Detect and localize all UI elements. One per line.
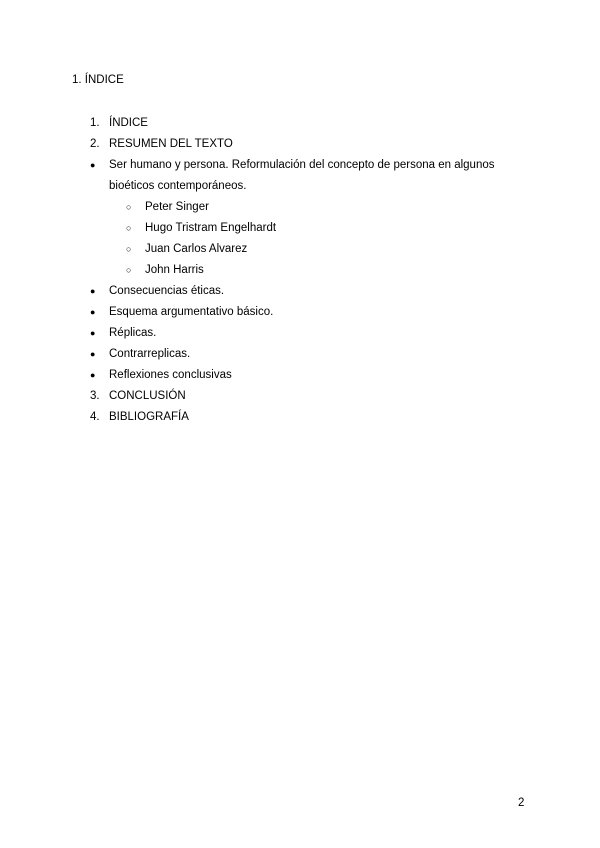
toc-subitem [126, 239, 530, 260]
toc-item-text: Esquema argumentativo básico. [109, 306, 274, 318]
toc-item [90, 155, 530, 197]
toc-subitem-text: Juan Carlos Alvarez [145, 243, 248, 255]
section-heading: 1. ÍNDICE [72, 74, 124, 86]
list-number: 1. [90, 117, 100, 129]
toc-subitem-text: Peter Singer [145, 201, 209, 213]
circle-bullet-icon: ○ [126, 202, 132, 212]
toc-subitem-text: Hugo Tristram Engelhardt [145, 222, 277, 234]
page-number: 2 [518, 797, 525, 809]
list-number: 4. [90, 411, 100, 423]
circle-bullet-icon: ○ [126, 244, 132, 254]
toc-item-text: Contrarreplicas. [109, 348, 191, 360]
toc-item-text: CONCLUSIÓN [109, 390, 186, 402]
toc-item-text: Réplicas. [109, 327, 157, 339]
toc-item [90, 407, 530, 428]
toc-item [90, 281, 530, 302]
bullet-icon: ● [90, 286, 96, 296]
toc-subitem [126, 197, 530, 218]
toc-subitem-text: John Harris [145, 264, 204, 276]
toc-subitem [126, 260, 530, 281]
toc-item-text: ÍNDICE [109, 117, 148, 129]
toc-item-text: BIBLIOGRAFÍA [109, 411, 189, 423]
toc-item-text: Consecuencias éticas. [109, 285, 225, 297]
toc-item [90, 365, 530, 386]
toc-item [90, 386, 530, 407]
toc-item [90, 323, 530, 344]
bullet-icon: ● [90, 160, 96, 170]
table-of-contents [90, 113, 530, 428]
circle-bullet-icon: ○ [126, 223, 132, 233]
toc-item-text: Reflexiones conclusivas [109, 369, 232, 381]
toc-item [90, 344, 530, 365]
toc-item-text: Ser humano y persona. Reformulación del concepto de persona en algunos bioéticos contemporáneos. [109, 159, 495, 192]
circle-bullet-icon: ○ [126, 265, 132, 275]
toc-item [90, 302, 530, 323]
list-number: 3. [90, 390, 100, 402]
toc-item-text: RESUMEN DEL TEXTO [109, 138, 233, 150]
bullet-icon: ● [90, 307, 96, 317]
toc-item [90, 134, 530, 155]
bullet-icon: ● [90, 328, 96, 338]
toc-subitem [126, 218, 530, 239]
bullet-icon: ● [90, 349, 96, 359]
bullet-icon: ● [90, 370, 96, 380]
list-number: 2. [90, 138, 100, 150]
toc-item [90, 113, 530, 134]
